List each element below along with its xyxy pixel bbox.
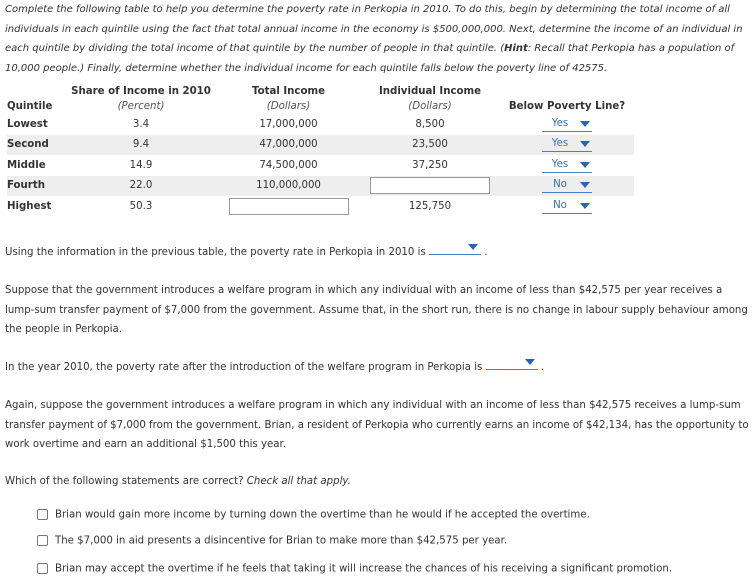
dropdown-arrow-icon (580, 162, 590, 168)
dropdown-arrow-icon (468, 244, 478, 250)
brian-scenario: Again, suppose the government introduces a welfare program in which any individual with an income of less than $42,575 receives a lump-sum transfer payment of $7,000 from the government. Brian, a resident of Perkopia who currently earns an income of $42,134, has the opportunity to work overtime and earn an additional $1,500 this year. (5, 400, 749, 451)
poverty-select-second[interactable]: Yes (542, 137, 592, 152)
poverty-select-highest[interactable]: No (542, 199, 592, 214)
table-row: Fourth 22.0 110,000,000 No (7, 176, 634, 197)
instructions: Complete the following table to help you determine the poverty rate in Perkopia in 2010. To do this, begin by determining the total income of all individuals in each quintile using the fact that total annual income in the economy is $500,000,000. Next, determine the income of an individual in each quintile by dividing the total income of that quintile by the number of people in that quintile. (Hint: Recall that Perkopia has a population of 10,000 people.) Finally, determine whether the individual income for each quintile falls below the poverty line of 42575. (5, 4, 743, 74)
dropdown-arrow-icon (580, 182, 590, 188)
quintile-table: Share of Income in 2010 Total Income Individual Income Quintile (Percent) (Dollars) (Dollars) Below Poverty Line? Lowest 3.4 17,000,000 8,500 Yes Second 9.4 47,000,000 23,500 Yes Middle 14.9 74,500,000 37,250 Yes Fourth 22.0 110,000,000 No Highest 50.3 125,750 No (7, 84, 634, 217)
welfare-scenario: Suppose that the government introduces a welfare program in which any individual with an income of less than $42,575 per year receives a lump-sum transfer payment of $7,000 from the government. Assume that, in the short run, there is no change in labour supply behaviour among the people in Perkopia. (5, 285, 748, 336)
poverty-select-fourth[interactable]: No (542, 178, 592, 193)
table-row: Highest 50.3 125,750 No (7, 196, 634, 217)
poverty-select-lowest[interactable]: Yes (542, 117, 592, 132)
hint-label: Hint (504, 43, 528, 55)
question-poverty-rate-after: In the year 2010, the poverty rate after the introduction of the welfare program in Perkopia is . (5, 357, 750, 378)
option-3[interactable]: Brian may accept the overtime if he feels that taking it will increase the chances of his receiving a significant promotion. (37, 563, 672, 575)
table-row: Middle 14.9 74,500,000 37,250 Yes (7, 155, 634, 176)
question-poverty-rate: Using the information in the previous table, the poverty rate in Perkopia in 2010 is . (5, 242, 750, 263)
dropdown-arrow-icon (580, 121, 590, 127)
table-row: Second 9.4 47,000,000 23,500 Yes (7, 135, 634, 156)
quintile-header: Quintile (7, 101, 53, 112)
checkbox[interactable] (37, 563, 48, 574)
checkbox[interactable] (37, 509, 48, 520)
dropdown-arrow-icon (525, 359, 535, 365)
total-header: Total Income (252, 86, 325, 97)
question-statements: Which of the following statements are correct? Check all that apply. (5, 476, 351, 487)
poverty-select-middle[interactable]: Yes (542, 158, 592, 173)
individual-header: Individual Income (378, 86, 482, 97)
option-2[interactable]: The $7,000 in aid presents a disincentive for Brian to make more than $42,575 per year. (37, 535, 507, 547)
table-row: Lowest 3.4 17,000,000 8,500 Yes (7, 114, 634, 135)
total-income-input-highest[interactable] (229, 198, 349, 215)
option-1[interactable]: Brian would gain more income by turning down the overtime than he would if he accepted the overtime. (37, 509, 590, 521)
share-header: Share of Income in 2010 (71, 86, 211, 97)
individual-income-input-fourth[interactable] (370, 177, 490, 194)
poverty-rate-select[interactable] (429, 242, 481, 255)
below-poverty-header: Below Poverty Line? (508, 101, 626, 112)
dropdown-arrow-icon (580, 203, 590, 209)
poverty-rate-after-select[interactable] (486, 357, 538, 370)
checkbox[interactable] (37, 535, 48, 546)
dropdown-arrow-icon (580, 141, 590, 147)
